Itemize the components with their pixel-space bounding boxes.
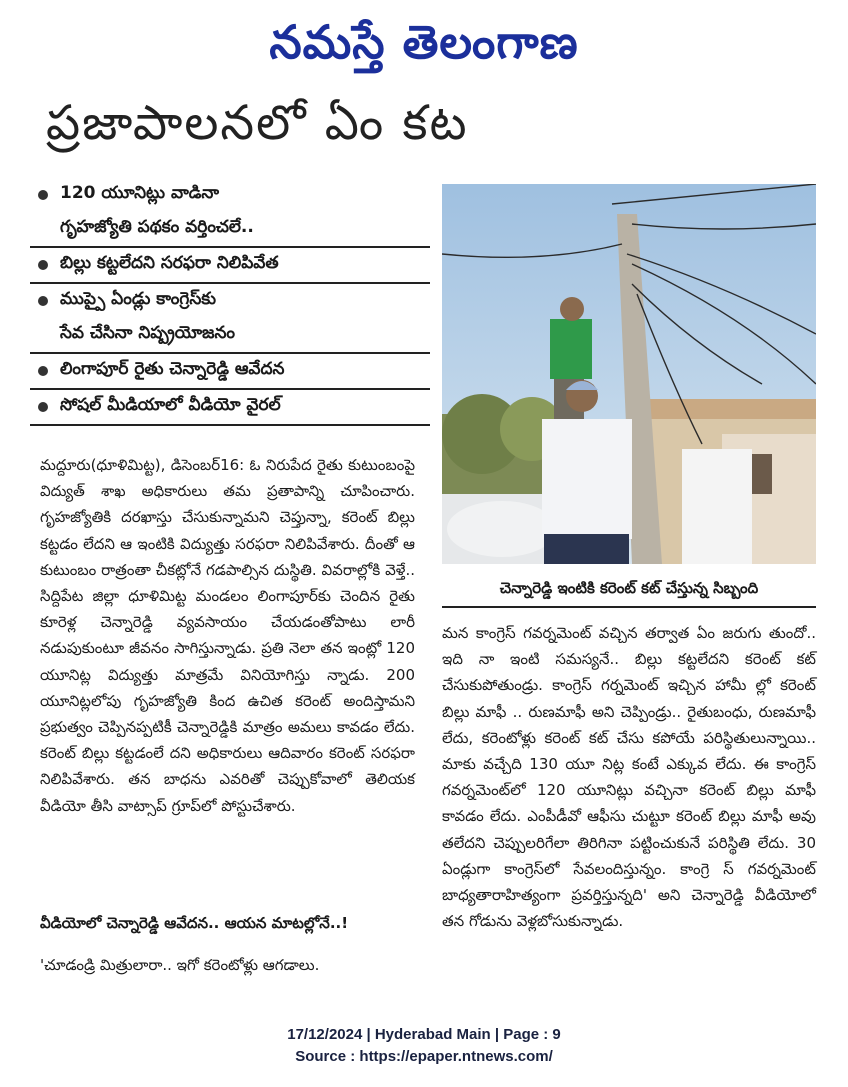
article-paragraph: మద్దూరు(ధూళిమిట్ట), డిసెంబర్16: ఓ నిరుపేద రైతు కుటుంబంపై విద్యుత్ శాఖ అధికారులు తమ ప్రతాపాన్ని చూపించారు. గృహజ్యోతికి దరఖాస్తు చేసుకున్నామని చెప్తున్నా, కరెంట్ బిల్లు కట్టడం లేదని ఆ ఇంటికి విద్యుత్తు సరఫరా నిలిపివేశారు. దీంతో ఆ కుటుంబం రాత్రంతా చీకట్లోనే గడపాల్సిన దుస్థితి. వివరాల్లోకి వెళ్తే.. సిద్దిపేట జిల్లా ధూళిమిట్ట మండలం లింగాపూర్‌కు చెందిన రైతు కూరెళ్ల చెన్నారెడ్డి వ్యవసాయం చేయడంతోపాటు లారీ నడుపుకుంటూ జీవనం సాగిస్తున్నాడు. ప్రతి నెలా తన ఇంట్లో 120 యూనిట్ల విద్యుత్తు మాత్రమే వినియోగిస్తు న్నాడు. 200 యూనిట్లలోపు గృహజ్యోతి కింద ఉచిత కరెంట్ అందిస్తామని ప్రభుత్వం చెప్పినప్పటికీ చెన్నారెడ్డికి మాత్రం అమలు కావడం లేదు. కరెంట్ బిల్లు కట్టడంలే దని అధికారులు ఆదివారం కరెంట్ సరఫరా నిలిపివేశారు. తన బాధను ఎవరితో చెప్పుకోవాలో తెలియక వీడియో తీసి వాట్సాప్ గ్రూప్‌లో పోస్టుచేశారు. — [40, 456, 415, 815]
bullet-item — [30, 284, 430, 318]
article-paragraph: 'చూడండ్రి మిత్రులారా.. ఇగో కరెంటోళ్లు ఆగడాలు. — [40, 956, 320, 974]
bullet-text: ముప్పై ఏండ్లు కాంగ్రెస్‌కు — [60, 289, 217, 309]
article-body-column-1 — [40, 452, 415, 819]
article-body-column-1-end — [40, 952, 415, 978]
article-subheading: వీడియోలో చెన్నారెడ్డి ఆవేదన.. ఆయన మాటల్లోనే..! — [40, 914, 349, 932]
bullet-text: సోషల్ మీడియాలో వీడియో వైరల్ — [60, 395, 281, 415]
bullet-item-continued — [30, 318, 430, 354]
bullet-text: బిల్లు కట్టలేదని సరఫరా నిలిపివేత — [60, 253, 279, 273]
bullet-dot-icon — [38, 190, 48, 200]
page-headline: ప్రజాపాలనలో ఏం కట — [46, 95, 469, 151]
bullet-dot-icon — [38, 260, 48, 270]
footer-date-edition: 17/12/2024 | Hyderabad Main | Page : 9 — [287, 1026, 561, 1043]
newspaper-masthead — [0, 4, 848, 80]
news-photo — [442, 184, 816, 564]
article-body-column-2 — [442, 620, 816, 934]
bullet-item — [30, 390, 430, 426]
bullet-item — [30, 178, 430, 212]
bullet-item — [30, 354, 430, 390]
bullet-dot-icon — [38, 296, 48, 306]
article-paragraph: మన కాంగ్రెస్ గవర్నమెంట్ వచ్చిన తర్వాత ఏం జరుగు తుందో.. ఇది నా ఇంటి సమస్యనే.. బిల్లు కట్టలేదని కరెంట్ కట్ చేసుకుపోతుండ్రు. కాంగ్రెస్ గర్నమెంట్ ఇచ్చిన హామీ ల్లో కరెంట్ బిల్లు మాఫీ .. రుణమాఫీ అని చెప్పిండ్రు.. రైతుబంధు, రుణమాఫీ లేదు, కరెంటోళ్లు కరెంట్ కట్ చేసు కపోయే పరిస్థితులున్నాయి.. మాకు వచ్చేది 130 యూ నిట్ల కంటే ఎక్కువ లేదు. ఈ కాంగ్రెస్ గవర్నమెంట్‌లో 120 యూనిట్లు వచ్చినా కరెంట్ బిల్లు మాఫీ కావడం లేదు. ఎంపీడీవో ఆఫీసు చుట్టూ కరెంట్ బిల్లు మాఫీ అవు తలేదని చెప్పులరిగేలా తిరిగినా పట్టించుకునే పరిస్థితి లేదు. 30 ఏండ్లుగా కాంగ్రెస్‌లో సేవలందిస్తున్నం. కాంగ్రె స్ గవర్నమెంట్ బాధ్యతారాహిత్యంగా ప్రవర్తిస్తున్నది' అని చెన్నారెడ్డి వీడియోలో తన గోడును వెళ్లబోసుకున్నాడు. — [442, 624, 816, 931]
bullet-item-continued — [30, 212, 430, 248]
highlight-bullets — [30, 178, 430, 426]
bullet-dot-icon — [38, 402, 48, 412]
bullet-item — [30, 248, 430, 284]
footer-source: Source : https://epaper.ntnews.com/ — [295, 1048, 553, 1065]
electric-pole-photo-illustration — [442, 184, 816, 564]
bullet-dot-icon — [38, 366, 48, 376]
page-footer — [0, 1024, 848, 1068]
bullet-text: గృహజ్యోతి పథకం వర్తించలే.. — [60, 217, 254, 237]
bullet-text: సేవ చేసినా నిష్ప్రయోజనం — [60, 323, 236, 343]
bullet-text: 120 యూనిట్లు వాడినా — [60, 183, 220, 203]
photo-caption: చెన్నారెడ్డి ఇంటికి కరెంట్ కట్ చేస్తున్న సిబ్బంది — [442, 570, 816, 608]
masthead-title: నమస్తే తెలంగాణ — [269, 15, 579, 69]
bullet-text: లింగాపూర్ రైతు చెన్నారెడ్డి ఆవేదన — [60, 359, 285, 379]
